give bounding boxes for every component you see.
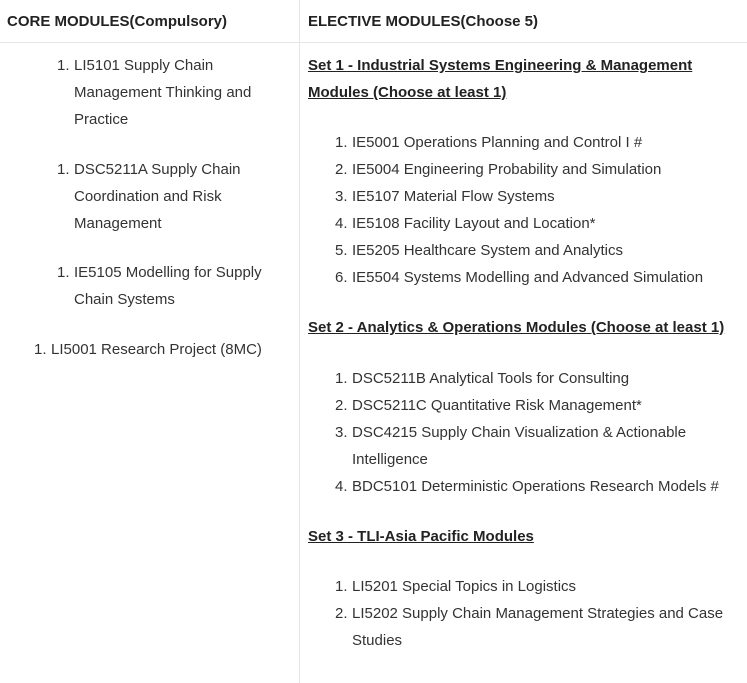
item-number: 3. bbox=[335, 424, 348, 441]
item-number: 2. bbox=[335, 397, 348, 414]
module-name: IE5004 Engineering Probability and Simulation bbox=[352, 161, 662, 178]
item-number: 3. bbox=[335, 188, 348, 205]
item-number: 1. bbox=[335, 370, 348, 387]
set-2-list bbox=[335, 365, 737, 500]
list-item bbox=[335, 237, 737, 264]
item-number: 4. bbox=[335, 215, 348, 232]
item-number: 4. bbox=[335, 478, 348, 495]
module-name: LI5101 Supply Chain Management Thinking and Practice bbox=[74, 57, 252, 128]
item-number: 5. bbox=[335, 242, 348, 259]
list-item bbox=[335, 600, 737, 654]
list-item bbox=[335, 365, 737, 392]
item-number: 1. bbox=[57, 57, 70, 74]
item-number: 1. bbox=[34, 341, 47, 358]
list-item bbox=[335, 129, 737, 156]
list-item bbox=[335, 210, 737, 237]
core-modules-header: CORE MODULES(Compulsory) bbox=[0, 0, 300, 43]
list-item bbox=[335, 419, 737, 473]
set-3-heading: Set 3 - TLI-Asia Pacific Modules bbox=[308, 528, 534, 545]
list-item bbox=[335, 473, 737, 500]
set-3-list bbox=[335, 573, 737, 654]
list-item bbox=[57, 52, 279, 133]
list-item bbox=[57, 259, 279, 313]
list-item bbox=[335, 183, 737, 210]
core-group-2 bbox=[57, 156, 279, 237]
module-name: IE5107 Material Flow Systems bbox=[352, 188, 555, 205]
module-name: LI5202 Supply Chain Management Strategies and Case Studies bbox=[352, 605, 724, 649]
module-name: BDC5101 Deterministic Operations Research Models # bbox=[352, 478, 719, 495]
core-modules-cell bbox=[0, 43, 300, 683]
list-item bbox=[34, 336, 291, 363]
elective-modules-header: ELECTIVE MODULES(Choose 5) bbox=[300, 0, 747, 43]
core-group-3 bbox=[57, 259, 279, 313]
module-name: DSC5211C Quantitative Risk Management* bbox=[352, 397, 642, 414]
elective-modules-cell bbox=[300, 43, 747, 683]
module-name: IE5205 Healthcare System and Analytics bbox=[352, 242, 623, 259]
core-group-1 bbox=[57, 52, 279, 133]
list-item bbox=[335, 392, 737, 419]
set-2-heading: Set 2 - Analytics & Operations Modules (Choose at least 1) bbox=[308, 319, 725, 336]
module-name: IE5105 Modelling for Supply Chain Systems bbox=[74, 264, 262, 308]
module-name: DSC4215 Supply Chain Visualization & Actionable Intelligence bbox=[352, 424, 687, 468]
set-1-heading: Set 1 - Industrial Systems Engineering & Management Modules (Choose at least 1) bbox=[308, 57, 693, 101]
list-item bbox=[335, 156, 737, 183]
module-name: IE5108 Facility Layout and Location* bbox=[352, 215, 596, 232]
module-name: DSC5211A Supply Chain Coordination and Risk Management bbox=[74, 161, 241, 232]
list-item bbox=[335, 264, 737, 291]
item-number: 1. bbox=[57, 264, 70, 281]
item-number: 2. bbox=[335, 605, 348, 622]
module-name: LI5201 Special Topics in Logistics bbox=[352, 578, 577, 595]
item-number: 2. bbox=[335, 161, 348, 178]
set-1-list bbox=[335, 129, 737, 291]
header-row bbox=[0, 0, 747, 43]
item-number: 1. bbox=[335, 578, 348, 595]
item-number: 1. bbox=[57, 161, 70, 178]
list-item bbox=[57, 156, 279, 237]
module-name: DSC5211B Analytical Tools for Consulting bbox=[352, 370, 630, 387]
module-name: IE5001 Operations Planning and Control I # bbox=[352, 134, 643, 151]
content-row bbox=[0, 43, 747, 683]
module-name: LI5001 Research Project (8MC) bbox=[51, 341, 262, 358]
list-item bbox=[335, 573, 737, 600]
item-number: 6. bbox=[335, 269, 348, 286]
item-number: 1. bbox=[335, 134, 348, 151]
module-name: IE5504 Systems Modelling and Advanced Simulation bbox=[352, 269, 704, 286]
core-group-4 bbox=[34, 336, 291, 363]
